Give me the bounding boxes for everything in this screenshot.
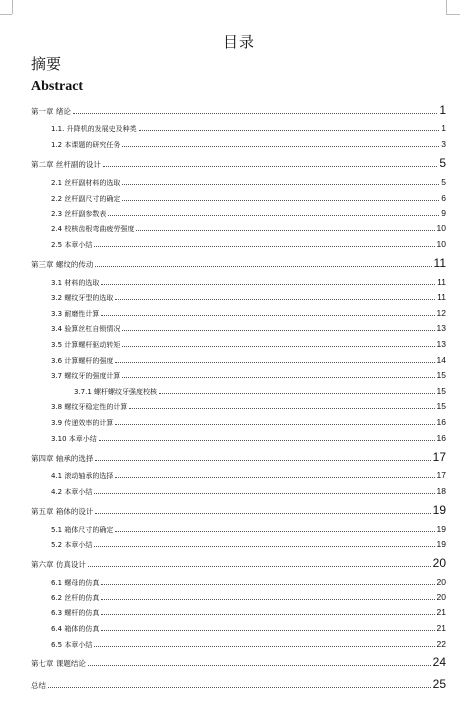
toc-entry[interactable] [51,174,446,188]
toc-entry-page: 22 [436,639,446,649]
toc-entry[interactable] [51,604,446,618]
crop-mark-top-right [446,0,447,14]
toc-entry-label: 2.1 丝杆副材料的选取 [51,179,121,187]
toc-leader-dots [136,230,434,231]
toc-entry-page: 11 [433,256,446,270]
toc-leader-dots [101,315,434,316]
toc-entry[interactable] [51,120,446,134]
toc-leader-dots [48,687,431,688]
abstract-cn-heading: 摘要 [31,55,62,73]
crop-mark-top-left [12,0,13,14]
toc-leader-dots [101,284,435,285]
toc-entry[interactable] [31,503,446,517]
toc-entry-label: 5.1 箱体尺寸的确定 [51,526,114,534]
toc-entry-label: 第三章 螺纹的传动 [31,260,94,269]
toc-entry-label: 6.4 箱体的仿真 [51,625,100,633]
toc-entry-page: 19 [432,503,446,517]
toc-entry-page: 25 [432,677,446,691]
toc-entry-label: 3.5 计算螺杆驱动转矩 [51,341,121,349]
toc-entry-label: 3.8 螺纹牙稳定性的计算 [51,403,128,411]
toc-leader-dots [94,493,434,494]
toc-entry-label: 第六章 仿真设计 [31,560,86,569]
toc-entry-page: 21 [436,623,446,633]
toc-entry-page: 1 [441,123,446,133]
toc-leader-dots [95,460,430,461]
toc-entry-page: 17 [432,450,446,464]
toc-entry-page: 17 [436,470,446,480]
toc-leader-dots [103,166,437,167]
toc-entry[interactable] [51,336,446,350]
toc-leader-dots [115,362,434,363]
toc-entry-label: 3.10 本章小结 [51,435,97,443]
toc-entry-label: 4.2 本章小结 [51,488,93,496]
toc-entry-label: 第二章 丝杆副的设计 [31,160,101,169]
toc-entry[interactable] [51,483,446,497]
toc-leader-dots [139,130,440,131]
toc-entry-label: 6.3 螺杆的仿真 [51,609,100,617]
toc-entry-label: 5.2 本章小结 [51,541,93,549]
toc-leader-dots [159,393,434,394]
toc-entry[interactable] [51,220,446,234]
toc-entry-page: 14 [436,355,446,365]
toc-entry-page: 20 [436,577,446,587]
toc-entry-label: 6.2 丝杆的仿真 [51,594,100,602]
toc-entry[interactable] [51,136,446,150]
toc-entry[interactable] [51,289,446,303]
crop-mark-top-right-h [446,14,460,15]
toc-entry-label: 第一章 绪论 [31,107,71,116]
toc-entry-page: 11 [437,292,446,302]
toc-leader-dots [99,440,435,441]
toc-entry-page: 18 [436,486,446,496]
toc-entry[interactable] [51,352,446,366]
toc-entry-page: 20 [432,556,446,570]
toc-entry[interactable] [74,383,446,397]
toc-entry[interactable] [51,521,446,535]
toc-leader-dots [88,665,431,666]
toc-entry[interactable] [51,367,446,381]
toc-leader-dots [122,184,439,185]
toc-entry[interactable] [51,205,446,219]
toc-leader-dots [94,546,434,547]
toc-entry-label: 总结 [31,681,46,690]
toc-leader-dots [122,330,434,331]
toc-leader-dots [101,614,434,615]
toc-entry[interactable] [51,320,446,334]
toc-entry[interactable] [51,305,446,319]
toc-entry-label: 2.3 丝杆副参数表 [51,210,107,218]
toc-entry-label: 6.5 本章小结 [51,641,93,649]
toc-entry-label: 4.1 滚动轴承的选择 [51,472,114,480]
toc-entry-label: 3.1 材料的选取 [51,279,100,287]
toc-entry-label: 3.6 计算螺杆的强度 [51,357,114,365]
toc-leader-dots [88,566,431,567]
toc-entry-page: 20 [436,592,446,602]
toc-entry-label: 2.4 校核齿根弯曲疲劳强度 [51,225,135,233]
toc-entry-page: 10 [436,239,446,249]
toc-entry-label: 3.7.1 螺杆螺纹牙强度校核 [74,388,158,396]
toc-leader-dots [94,646,434,647]
toc-leader-dots [129,408,434,409]
toc-entry-label: 1.1. 升降机的发展史及种类 [51,125,137,133]
toc-leader-dots [115,424,434,425]
toc-entry[interactable] [51,236,446,250]
toc-entry-page: 19 [436,539,446,549]
toc-leader-dots [101,630,434,631]
toc-leader-dots [101,599,434,600]
toc-leader-dots [115,477,434,478]
toc-entry[interactable] [31,556,446,570]
toc-entry-label: 1.2 本课题的研究任务 [51,141,121,149]
toc-entry-page: 3 [441,139,446,149]
toc-entry[interactable] [51,414,446,428]
toc-entry[interactable] [51,574,446,588]
toc-entry-page: 21 [436,607,446,617]
toc-entry-label: 第五章 箱体的设计 [31,507,94,516]
toc-entry-page: 15 [436,386,446,396]
toc-entry-label: 2.5 本章小结 [51,241,93,249]
toc-entry[interactable] [31,450,446,464]
toc-entry[interactable] [31,655,446,669]
toc-entry-page: 15 [436,401,446,411]
crop-mark-top-left-h [0,14,12,15]
toc-leader-dots [108,215,439,216]
toc-entry-label: 6.1 螺母的仿真 [51,579,100,587]
toc-leader-dots [94,246,434,247]
toc-entry-page: 15 [436,370,446,380]
toc-entry[interactable] [31,677,446,691]
toc-leader-dots [122,200,439,201]
toc-leader-dots [101,584,434,585]
toc-entry-label: 3.7 螺纹牙的强度计算 [51,372,121,380]
toc-entry[interactable] [51,274,446,288]
toc-entry-label: 3.4 验算丝杠自锁情况 [51,325,121,333]
toc-entry[interactable] [51,636,446,650]
toc-entry-page: 10 [436,223,446,233]
toc-leader-dots [95,513,430,514]
toc-entry-page: 13 [436,323,446,333]
toc-entry-label: 3.9 传递效率的计算 [51,419,114,427]
toc-entry-label: 第四章 轴承的选择 [31,454,94,463]
toc-leader-dots [122,346,434,347]
toc-entry-label: 3.3 耐磨性计算 [51,310,100,318]
toc-entry-page: 13 [436,339,446,349]
toc-leader-dots [95,266,431,267]
toc-entry-page: 6 [441,193,446,203]
toc-entry[interactable] [51,589,446,603]
page-title: 目录 [222,33,255,51]
toc-entry-page: 16 [436,433,446,443]
toc-entry-page: 5 [439,156,446,170]
abstract-en-heading: Abstract [31,79,84,94]
toc-entry[interactable] [51,620,446,634]
toc-entry-label: 第七章 课题结论 [31,659,86,668]
toc-entry[interactable] [31,103,446,117]
toc-leader-dots [73,113,437,114]
toc-entry-page: 1 [439,103,446,117]
toc-leader-dots [122,377,434,378]
toc-entry-page: 19 [436,524,446,534]
toc-leader-dots [122,146,439,147]
toc-entry[interactable] [51,190,446,204]
toc-entry-page: 9 [441,208,446,218]
toc-entry[interactable] [51,467,446,481]
toc-entry[interactable] [51,430,446,444]
toc-entry-page: 11 [437,277,446,287]
toc-entry-page: 16 [436,417,446,427]
toc-leader-dots [115,531,434,532]
toc-entry[interactable] [51,398,446,412]
toc-leader-dots [115,299,435,300]
toc-entry-label: 2.2 丝杆副尺寸的确定 [51,195,121,203]
toc-entry-page: 5 [441,177,446,187]
toc-entry[interactable] [31,256,446,270]
toc-entry[interactable] [31,156,446,170]
toc-entry-page: 24 [432,655,446,669]
toc-entry-label: 3.2 螺纹牙型的选取 [51,294,114,302]
toc-entry-page: 12 [436,308,446,318]
toc-entry[interactable] [51,536,446,550]
